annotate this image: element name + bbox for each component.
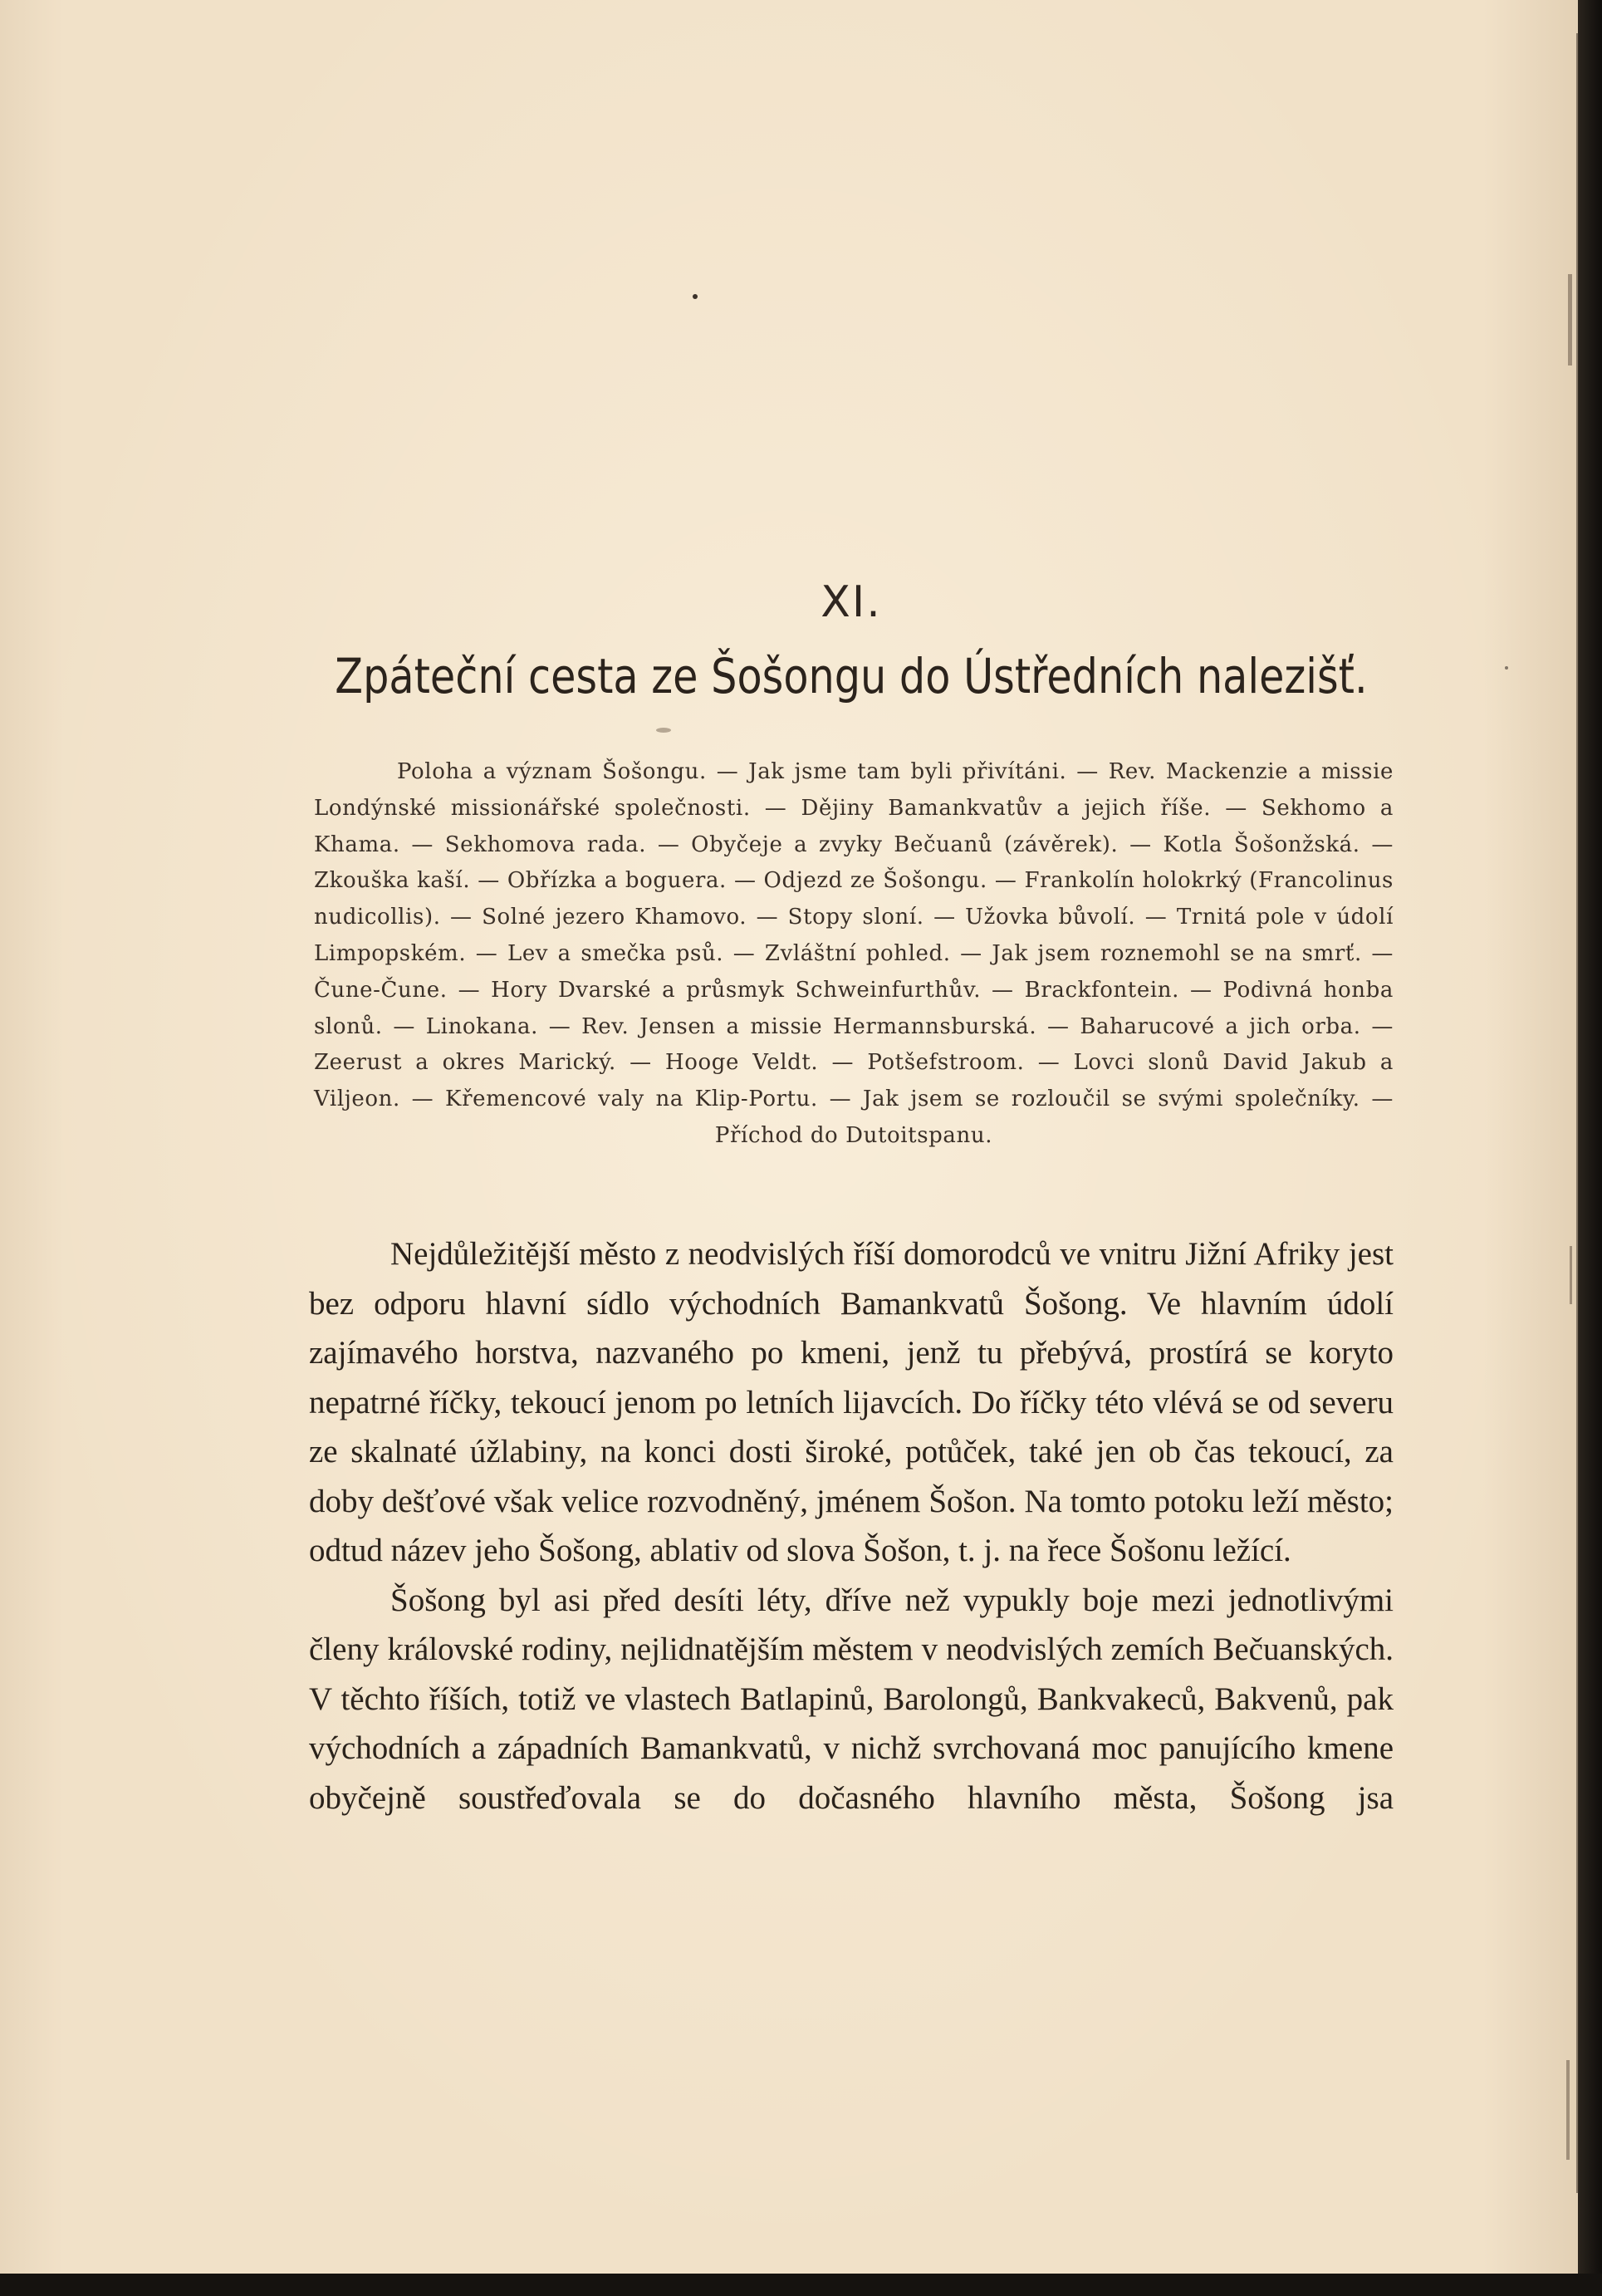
margin-mark (1566, 2060, 1570, 2160)
book-binding-edge (1578, 0, 1602, 2296)
paragraph: Nejdůležitější město z neodvislých říší domorodců ve vnitru Jižní Afriky jest bez odporu hlavní sídlo východních Bamankvatů Šošong. Ve hlavním údolí zajímavého horstva, nazvaného po kmeni, jenž tu přebývá, prostírá se koryto nepatrné říčky, tekoucí jenom po letních lijavcích. Do říčky této vlévá se od severu ze skalnaté úžlabiny, na konci dosti široké, potůček, také jen ob čas tekoucí, za doby dešťové však velice rozvodněný, jménem Šošon. Na tomto potoku leží město; odtud název jeho Šošong, ablativ od slova Šošon, t. j. na řece Šošonu ležící. (309, 1236, 1394, 1568)
page-fold-line (1576, 33, 1579, 2193)
chapter-title: Zpáteční cesta ze Šošongu do Ústředních nalezišť. (335, 648, 1368, 704)
paragraph: Šošong byl asi před desíti léty, dříve než vypukly boje mezi jednotlivými členy královské rodiny, nejlidnatějším městem v neodvislých zemích Bečuanských. V těchto říších, totiž ve vlastech Batlapinů, Barolongů, Bankvakeců, Bakvenů, pak východních a západních Bamankvatů, v nichž svrchovaná moc panujícího kmene obyčejně soustřeďovala se do dočasného hlavního města, Šošong jsa (309, 1582, 1394, 1816)
margin-mark (1568, 274, 1572, 365)
body-text (309, 1229, 1394, 1823)
chapter-number: XI. (821, 577, 882, 627)
scan-bottom-border (0, 2274, 1602, 2296)
margin-mark (1570, 1246, 1572, 1304)
chapter-summary: Poloha a význam Šošongu. — Jak jsme tam byli přivítáni. — Rev. Mackenzie a missie Londýnské missionářské společnosti. — Dějiny Bamankvatův a jejich říše. — Sekhomo a Khama. — Sekhomova rada. — Obyčeje a zvyky Bečuanů (závěrek). — Kotla Šošonžská. — Zkouška kaší. — Obřízka a boguera. — Odjezd ze Šošongu. — Frankolín holokrký (Francolinus nudicollis). — Solné jezero Khamovo. — Stopy sloní. — Užovka bůvolí. — Trnitá pole v údolí Limpopském. — Lev a smečka psů. — Zvláštní pohled. — Jak jsem roznemohl se na smrť. — Čune-Čune. — Hory Dvarské a průsmyk Schweinfurthův. — Brackfontein. — Podivná honba slonů. — Linokana. — Rev. Jensen a missie Hermannsburská. — Baharucové a jich orba. — Zeerust a okres Marický. — Hooge Veldt. — Potšefstroom. — Lovci slonů David Jakub a Viljeon. — Křemencové valy na Klip-Portu. — Jak jsem se rozloučil se svými společníky. — Příchod do Dutoitspanu. (314, 759, 1394, 1148)
title-ornament (656, 728, 671, 733)
ink-speck (693, 294, 698, 299)
